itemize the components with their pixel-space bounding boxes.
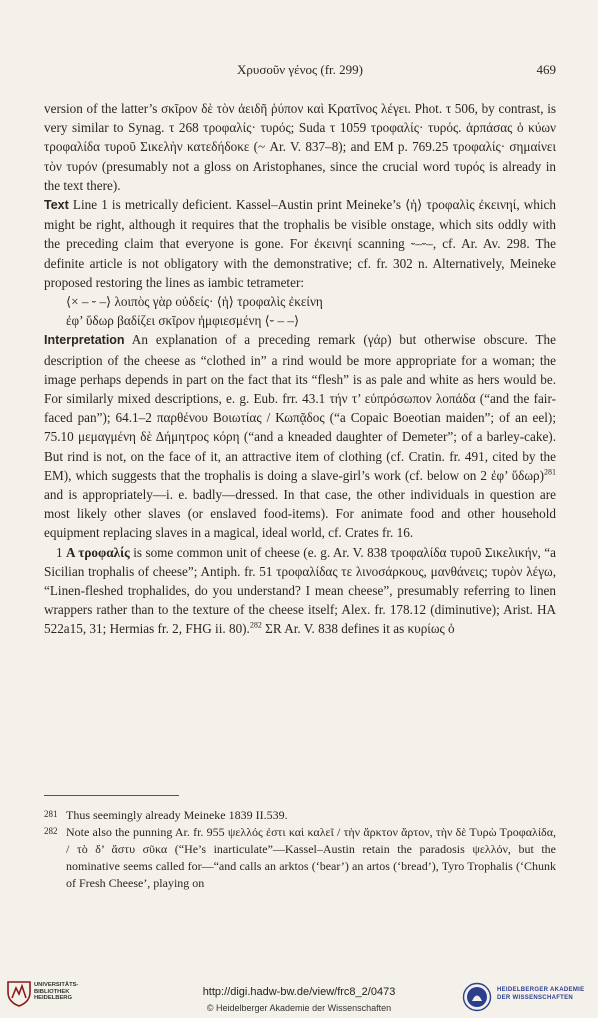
section-label-interpretation: Interpretation xyxy=(44,333,125,348)
section-label-text: Text xyxy=(44,198,69,213)
academy-line-1: HEIDELBERGER AKADEMIE xyxy=(497,987,585,993)
line-note-1 xyxy=(44,543,556,639)
footnote-text: Thus seemingly already Meineke 1839 II.539. xyxy=(66,808,288,822)
verse-line-2: ἐφ’ ὕδωρ βαδίζει σκῖρον ἠμφιεσμένη ⟨⏑ – –⟩ xyxy=(66,313,300,329)
footnote-282 xyxy=(44,824,556,892)
permalink-url[interactable]: http://digi.hadw-bw.de/view/frc8_2/0473 xyxy=(202,986,396,998)
page-number: 469 xyxy=(536,62,556,77)
footnotes xyxy=(44,807,556,892)
viewer-footer xyxy=(0,966,598,1018)
footnote-number: 281 xyxy=(44,809,58,819)
footnote-rule xyxy=(44,795,179,796)
main-text xyxy=(44,99,556,639)
verse-line-1: ⟨× – ⏑ –⟩ λοιπὸς γὰρ οὐδείς· ⟨ἡ⟩ τροφαλὶς ἐκείνη xyxy=(66,294,323,310)
footnote-ref-282[interactable]: 282 xyxy=(249,621,262,631)
text-section-body: Line 1 is metrically deficient. Kassel–Austin print Meineke’s ⟨ἡ⟩ τροφαλὶς ἐκεινηί, which might be right, although it requires that the trophalis be visible onstage, which sits oddly with the preceding claim that everyone is gone. For ἐκεινηί scanning ⏑–⏑–, cf. Ar. Av. 298. The definite article is not obligatory with the demonstrative; cf. fr. 302 n. Alternatively, Meineke proposed restoring the lines as iambic tetrameter: xyxy=(44,197,557,290)
footnote-281 xyxy=(44,807,556,824)
footnote-text: Note also the punning Ar. fr. 955 ψελλός ἐστι καὶ καλεῖ / τὴν ἄρκτον ἄρτον, τὴν δὲ Τυρὼ Τροφαλίδα, / τὸ δ’ ἄστυ σῦκα (“He’s inarticulate”—Kassel–Austin retain the paradosis ψελλόν, but the nominative seems called for—“and calls an arktos (‘bear’) an artos (‘bread’), Tyro Trophalis (‘Chunk of Fresh Cheese’, playing on xyxy=(66,825,556,890)
interpretation-section xyxy=(44,330,556,542)
running-title: Χρυσοῦν γένος (fr. 299) xyxy=(237,62,363,77)
running-head xyxy=(44,62,556,78)
lemma: A τροφαλίς xyxy=(66,544,130,560)
academy-seal-icon[interactable] xyxy=(462,982,492,1012)
academy-name[interactable] xyxy=(497,986,584,1002)
footnote-ref-281[interactable]: 281 xyxy=(544,467,556,477)
line-note-body-end: ΣR Ar. V. 838 defines it as κυρίως ὁ xyxy=(261,621,455,637)
text-section xyxy=(44,195,556,292)
line-number: 1 xyxy=(56,544,63,560)
academy-line-2: DER WISSENSCHAFTEN xyxy=(497,995,574,1001)
paragraph-continuation: version of the latter’s σκῖρον δὲ τὸν ἀειδῆ ῥύπον καὶ Κρατῖνος λέγει. Phot. τ 506, by contrast, is very similar to Synag. τ 268 τροφαλίς· τυρός; Suda τ 1059 τροφαλίς· τυρός. ἁρπάσας ὁ κύων τροφαλίδα τυροῦ Σικελὴν κατεδήδοκε (~ Ar. V. 837–8); and EM p. 769.25 τροφαλίς· σημαίνει τὸν τυρόν (presumably not a gloss on Aristophanes, since the crucial word τυρός is already in the text there). xyxy=(44,101,556,193)
copyright-notice: © Heidelberger Akademie der Wissenschaften xyxy=(206,1003,392,1013)
line-note-body: is some common unit of cheese (e. g. Ar. V. 838 τροφαλίδα τυροῦ Σικελικήν, “a Sicilian trophalis of cheese”; Antiph. fr. 51 τροφαλίδας τε λινοσάρκους, μανθάνεις; τυρὸν λέγω, “Linen-fleshed trophalides, do you understand? I mean cheese”, presumably referring to linen wrappers rather than to the texture of the cheese itself; Alex. fr. 178.12 (diminutive); Arist. HA 522a15, 31; Hermias fr. 2, FHG ii. 80). xyxy=(44,544,557,637)
library-line-3: HEIDELBERG xyxy=(34,995,73,1002)
library-line-2: BIBLIOTHEK xyxy=(34,988,70,995)
interpretation-body-end: and is appropriately—i. e. badly—dressed. In that case, the other individuals in question are most likely other slaves (or enslaved food-items). For animate food and other household equipment replacing slaves in a magical, ideal world, cf. Crates fr. 16. xyxy=(44,487,556,541)
interpretation-body: An explanation of a preceding remark (γάρ) but otherwise obscure. The description of the cheese as “clothed in” a rind would be more appropriate for a woman; the image perhaps depends in part on the fact that its “flesh” is as pale and white as hers would be. For similarly mixed descriptions, e. g. Eub. frr. 43.1 τήν τ’ εὐπρόσωπον λοπάδα (“and the fair-faced pan”); 64.1–2 παρθένου Βοιωτίας / Κωπᾷδος (“a Copaic Boeotian maiden”; of an eel); 75.10 μεμαγμένη δὲ Δήμητρος κόρη (“and a kneaded daughter of Demeter”; of a barley-cake). But rind is not, on the face of it, an attractive item of clothing (cf. Cratin. fr. 491, cited by the EM), which suggests that the trophalis is doing a slave-girl’s work (cf. below on 2 ἐφ’ ὕδωρ) xyxy=(44,332,556,483)
footnote-number: 282 xyxy=(44,826,58,836)
library-line-1: UNIVERSITÄTS- xyxy=(34,982,79,988)
